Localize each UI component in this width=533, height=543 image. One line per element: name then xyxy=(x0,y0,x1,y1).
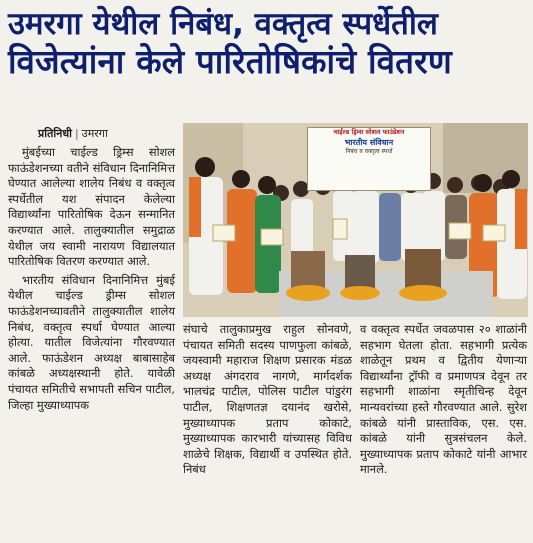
article-column-1 xyxy=(8,145,175,413)
girl-head-3 xyxy=(474,174,492,192)
stage-banner xyxy=(307,127,431,191)
garlanded-portraits xyxy=(286,249,447,301)
banner-main-text: भारतीय संविधान xyxy=(344,138,394,147)
byline: प्रतिनिधी xyxy=(38,127,72,140)
article-column-3 xyxy=(360,322,527,478)
blue-shirt xyxy=(379,193,401,261)
article-paragraph-3: संघाचे तालुकाप्रमुख राहुल सोनवणे, पंचायत समिती सदस्य पाणफुला कांबळे, जयस्वामी महाराज शिक्षण प्रसारक मंडळ अध्यक्ष अंगदराव नागणे, मार्गदर्शक भालचंद्र पाटील, पोलिस पाटील पांडुरंग पाटील, शिक्षणतज्ञ दयानंद खरोसे, मुख्याध्यापक प्रताप कोकाटे, मुख्याध्यापक कारभारी यांच्यासह विविध शाळेचे शिक्षक, विद्यार्थी व उपस्थित होते. निबंध xyxy=(183,322,352,477)
article-column-2 xyxy=(183,322,352,478)
girl-head-4 xyxy=(502,170,520,188)
dateline-separator: | xyxy=(74,127,79,140)
banner-sub-text: निबंध व वक्तृत्व स्पर्धा xyxy=(345,148,393,155)
dateline-place: उमरगा xyxy=(81,127,108,140)
headline xyxy=(8,6,526,82)
girl-stole-1 xyxy=(189,177,201,237)
article-paragraph-1: मुंबईच्या चाईल्ड ड्रिम्स सोशल फाऊंडेशनच्या वतीने संविधान दिनानिमित्त घेण्यात आलेल्या शालेय निबंध व वक्तृत्व स्पर्धेतील यश संपादन केलेल्या विद्यार्थ्यांना पारितोषिक देऊन सन्मानित करण्यात आले. तालुक्यातील समुद्राळ येथील जय स्वामी नारायण विद्यालयात पारितोषिक वितरण करण्यात आले. xyxy=(8,145,175,269)
dateline xyxy=(38,126,108,141)
banner-top-text: चाईल्ड ड्रिम्स सोशल फाउंडेशन xyxy=(333,128,405,136)
headline-line-2: विजेत्यांना केले पारितोषिकांचे वितरण xyxy=(8,42,452,81)
girl-head-1 xyxy=(195,157,215,177)
woman-head xyxy=(258,176,276,194)
article-paragraph-4: व वक्तृत्व स्पर्धेत जवळपास २० शाळांनी सहभाग घेतला होता. सहभागी प्रत्येक शाळेतून प्रथम व द्वितीय येणाऱ्या विद्यार्थ्यांना ट्रॉफी व प्रमाणपत्र देवून तर सहभागी शाळांना स्मृतीचिन्ह देवून मान्यवरांच्या हस्ते गौरवण्यात आले. सुरेश कांबळे यांनी प्रास्ताविक, एस. एस. कांबळे यांनी सुत्रसंचलन केले. मुख्याध्यापक प्रताप कोकाटे यांनी आभार मानले. xyxy=(360,322,527,477)
article-paragraph-2: भारतीय संविधान दिनानिमित्त मुंबई येथील चाईल्ड ड्रीम्स सोशल फाऊंडेशनच्यावतीने तालुक्यातील शालेय निबंध, वक्तृत्व स्पर्धा घेण्यात आल्या होत्या. यातील विजेत्यांना गौरवण्यात आले. फाऊंडेशन अध्यक्ष बाबासाहेब कांबळे अध्यक्षस्थानी होते. यावेळी पंचायत समितीचे सभापती सचिन पाटील, जिल्हा मुख्याध्यापक xyxy=(8,272,175,412)
news-photo xyxy=(183,123,528,317)
girl-head-2 xyxy=(232,170,250,188)
girl-stole-4 xyxy=(515,189,527,249)
headline-line-1: उमरगा येथील निबंध, वक्तृत्व स्पर्धेतील xyxy=(8,6,438,42)
